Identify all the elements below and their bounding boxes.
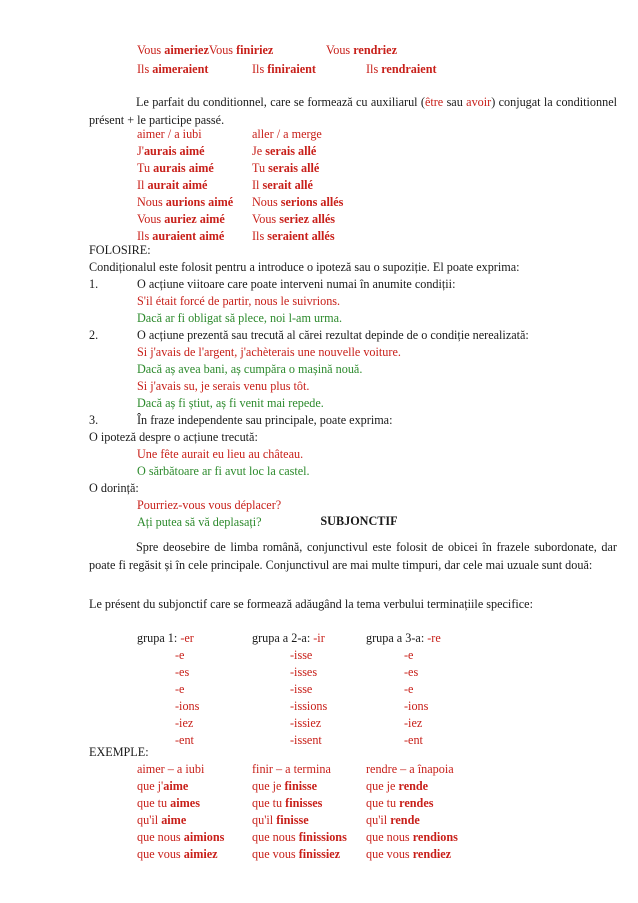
exemple-cell: que vous rendiez (366, 847, 452, 861)
exemple-cell: que j'aime (137, 779, 189, 793)
exemple-cell: que vous aimiez (137, 847, 218, 861)
ending-cell: -e (404, 682, 414, 696)
exemple-cell: que vous finissiez (252, 847, 341, 861)
group-label: grupa 1: -er (137, 631, 194, 645)
folosire-item-1: 1. O acțiune viitoare care poate interveni numai în anumite condiții: (89, 277, 456, 291)
ending-row (0, 733, 638, 748)
passe-cell: Il aurait aimé (137, 178, 208, 192)
exemple-cell: que je finisse (252, 779, 318, 793)
passe-cell: Vous seriez allés (252, 212, 336, 226)
ending-cell: -isse (290, 648, 313, 662)
ending-cell: -ions (175, 699, 200, 713)
passe-row (0, 144, 638, 159)
cond-vous-rendre: Vous rendriez (326, 43, 397, 57)
ending-cell: -iez (404, 716, 423, 730)
ending-cell: -isse (290, 682, 313, 696)
ending-row (0, 648, 638, 663)
ending-cell: -issiez (290, 716, 322, 730)
ending-cell: -isses (290, 665, 318, 679)
example-1-fr: S'il était forcé de partir, nous le suivrions. (137, 294, 341, 308)
folosire-item-2: 2. O acțiune prezentă sau trecută al cărei rezultat depinde de o condiție nerealizată: (89, 328, 529, 342)
cond-row-vous (0, 43, 638, 58)
exemple-row (0, 779, 638, 794)
group-label: grupa a 2-a: -ir (252, 631, 325, 645)
exemple-heading: EXEMPLE: (89, 745, 149, 759)
passe-cell: Nous aurions aimé (137, 195, 234, 209)
exemple-cell: que nous finissions (252, 830, 347, 844)
passe-cell: Je serais allé (252, 144, 317, 158)
group-label: grupa a 3-a: -re (366, 631, 441, 645)
passe-header-aller: aller / a merge (252, 127, 322, 141)
passe-row (0, 212, 638, 227)
exemple-row (0, 813, 638, 828)
exemple-cell: qu'il rende (366, 813, 420, 827)
exemple-cell: qu'il aime (137, 813, 187, 827)
example-2a-ro: Dacă aș avea bani, aș cumpăra o mașină nouă. (137, 362, 363, 376)
cond-ils-rendre: Ils rendraient (366, 62, 437, 76)
ending-cell: -ions (404, 699, 429, 713)
ending-cell: -es (404, 665, 419, 679)
exemple-cell: que tu rendes (366, 796, 434, 810)
example-3-fr: Une fête aurait eu lieu au château. (137, 447, 304, 461)
cond-ils-aimer: Ils aimeraient (137, 62, 209, 76)
ending-row (0, 682, 638, 697)
passe-row (0, 161, 638, 176)
exemple-header: finir – a termina (252, 762, 331, 776)
dorinta-label: O dorință: (89, 481, 139, 495)
exemple-row (0, 796, 638, 811)
exemple-cell: que nous rendions (366, 830, 458, 844)
exemple-cell: que tu finisses (252, 796, 323, 810)
folosire-intro: Condiționalul este folosit pentru a introduce o ipoteză sau o supoziție. El poate exprima: (89, 260, 520, 274)
passe-cell: J'aurais aimé (137, 144, 205, 158)
present-intro: Le présent du subjonctif care se formează adăugând la tema verbului terminațiile specifice: (89, 597, 533, 611)
ending-cell: -es (175, 665, 190, 679)
passe-paragraph: Le parfait du conditionnel, care se formează cu auxiliarul (être sau avoir) conjugat la conditionnel présent + le participe passé. (89, 95, 617, 127)
ending-row (0, 716, 638, 731)
passe-cell: Ils seraient allés (252, 229, 335, 243)
exemple-row (0, 830, 638, 845)
ending-row (0, 699, 638, 714)
subjonctif-title: SUBJONCTIF (320, 514, 398, 528)
exemple-cell: que tu aimes (137, 796, 200, 810)
avoir-word: avoir (466, 95, 492, 109)
passe-header (0, 127, 638, 142)
etre-word: être (424, 95, 444, 109)
passe-cell: Vous auriez aimé (137, 212, 225, 226)
example-2a-fr: Si j'avais de l'argent, j'achèterais une nouvelle voiture. (137, 345, 401, 359)
example-2b-ro: Dacă aș fi știut, aș fi venit mai repede. (137, 396, 324, 410)
cond-vous-aimer: Vous aimeriezVous finiriez (137, 43, 274, 57)
exemple-cell: qu'il finisse (252, 813, 309, 827)
example-4-fr: Pourriez-vous vous déplacer? (137, 498, 282, 512)
passe-cell: Tu serais allé (252, 161, 320, 175)
exemple-header: rendre – a înapoia (366, 762, 454, 776)
passe-row (0, 229, 638, 244)
ending-cell: -e (175, 648, 185, 662)
passe-header-aimer: aimer / a iubi (137, 127, 202, 141)
passe-cell: Il serait allé (252, 178, 313, 192)
example-3-ro: O sărbătoare ar fi avut loc la castel. (137, 464, 310, 478)
example-2b-fr: Si j'avais su, je serais venu plus tôt. (137, 379, 310, 393)
folosire-heading: FOLOSIRE: (89, 243, 151, 257)
ending-cell: -issions (290, 699, 328, 713)
example-1-ro: Dacă ar fi obligat să plece, noi l-am urma. (137, 311, 343, 325)
ending-cell: -ent (404, 733, 423, 747)
exemple-header: aimer – a iubi (137, 762, 205, 776)
passe-cell: Tu aurais aimé (137, 161, 214, 175)
passe-cell: Ils auraient aimé (137, 229, 225, 243)
exemple-row (0, 847, 638, 862)
ending-cell: -e (175, 682, 185, 696)
ipoteza-label: O ipoteză despre o acțiune trecută: (89, 430, 258, 444)
passe-row (0, 178, 638, 193)
example-4-ro: Ați putea să vă deplasați? (137, 515, 262, 529)
ending-cell: -ent (175, 733, 194, 747)
groups-header (0, 631, 638, 646)
ending-cell: -issent (290, 733, 322, 747)
ending-row (0, 665, 638, 680)
passe-cell: Nous serions allés (252, 195, 344, 209)
ending-cell: -e (404, 648, 414, 662)
cond-ils-finir: Ils finiraient (252, 62, 316, 76)
cond-row-ils (0, 62, 638, 77)
exemple-headers (0, 762, 638, 777)
folosire-item-3: 3. În fraze independente sau principale, poate exprima: (89, 413, 393, 427)
exemple-cell: que je rende (366, 779, 429, 793)
subjonctif-paragraph: Spre deosebire de limba română, conjunctivul este folosit de obicei în frazele subordonate, dar poate fi regăsit și în cele principale. Conjunctivul are mai multe timpuri, dar cele mai uzuale sunt două: (89, 540, 617, 572)
ending-cell: -iez (175, 716, 194, 730)
exemple-cell: que nous aimions (137, 830, 225, 844)
passe-row (0, 195, 638, 210)
